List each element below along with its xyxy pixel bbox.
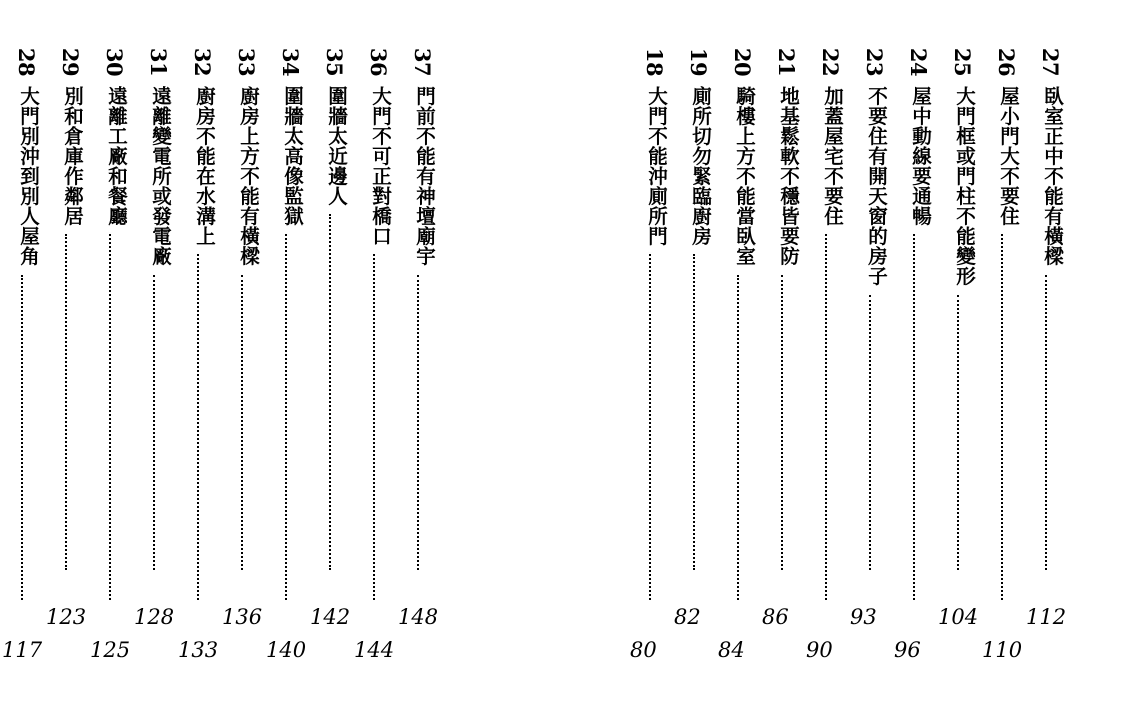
index-entry-title: 大門框或門柱不能變形 (953, 86, 976, 286)
index-entry-number: 19 (686, 47, 711, 77)
index-entry-page-number: 144 (354, 638, 395, 662)
leader-dots (1045, 275, 1047, 570)
index-entry-title: 加蓋屋宅不要住 (821, 86, 844, 226)
index-entry-page-number: 80 (630, 638, 657, 662)
leader-dots (65, 234, 67, 570)
leader-dots (373, 254, 375, 600)
leader-dots (153, 275, 155, 570)
leader-dots (737, 275, 739, 600)
index-entry-page-number: 117 (2, 638, 43, 662)
index-entry-page-number: 133 (178, 638, 219, 662)
index-entry-number: 33 (234, 47, 259, 77)
index-entry-page-number: 96 (894, 638, 921, 662)
index-entry[interactable] (94, 48, 128, 688)
index-entry-page-number: 84 (718, 638, 745, 662)
index-entry-title: 別和倉庫作鄰居 (61, 86, 84, 226)
leader-dots (693, 254, 695, 570)
leader-dots (329, 214, 331, 570)
index-entry-page-number: 128 (134, 605, 175, 629)
leader-dots (781, 275, 783, 570)
index-column-group-right (0, 0, 470, 717)
index-entry-title: 廁所切勿緊臨廚房 (689, 86, 712, 246)
leader-dots (241, 275, 243, 570)
index-entry[interactable] (986, 48, 1020, 688)
index-entry[interactable] (6, 48, 40, 688)
index-column-group-left (628, 0, 1098, 717)
index-entry[interactable] (182, 48, 216, 688)
index-entry[interactable] (50, 48, 84, 688)
index-entry-number: 24 (906, 47, 931, 77)
index-entry-number: 30 (102, 47, 127, 77)
index-entry-number: 36 (366, 47, 391, 77)
index-entry-title: 屋中動線要通暢 (909, 86, 932, 226)
index-entry-title: 不要住有開天窗的房子 (865, 86, 888, 286)
leader-dots (913, 234, 915, 600)
index-entry-page-number: 112 (1026, 605, 1067, 629)
index-entry[interactable] (942, 48, 976, 688)
index-entry-title: 大門不可正對橋口 (369, 86, 392, 246)
index-entry-number: 32 (190, 47, 215, 77)
index-entry-number: 28 (14, 47, 39, 77)
index-entry[interactable] (358, 48, 392, 688)
index-entry-number: 23 (862, 47, 887, 77)
index-entry-title: 地基鬆軟不穩皆要防 (777, 86, 800, 266)
index-entry-number: 34 (278, 47, 303, 77)
index-entry[interactable] (766, 48, 800, 688)
index-entry-number: 37 (410, 47, 435, 77)
leader-dots (109, 234, 111, 600)
index-entry-title: 廚房不能在水溝上 (193, 86, 216, 246)
index-entry-page-number: 148 (398, 605, 439, 629)
index-entry-number: 26 (994, 47, 1019, 77)
leader-dots (197, 254, 199, 600)
leader-dots (825, 234, 827, 600)
leader-dots (417, 275, 419, 570)
index-entry[interactable] (898, 48, 932, 688)
index-entry[interactable] (1030, 48, 1064, 688)
index-entry-page-number: 86 (762, 605, 789, 629)
index-entry-number: 20 (730, 47, 755, 77)
index-entry-page-number: 140 (266, 638, 307, 662)
index-entry-page-number: 104 (938, 605, 979, 629)
index-entry-title: 大門不能沖廁所門 (645, 86, 668, 246)
index-entry-page-number: 136 (222, 605, 263, 629)
index-entry-number: 27 (1038, 47, 1063, 77)
leader-dots (21, 275, 23, 600)
index-entry[interactable] (810, 48, 844, 688)
index-entry-page-number: 93 (850, 605, 877, 629)
index-entry-number: 29 (58, 47, 83, 77)
index-entry-title: 遠離變電所或發電廠 (149, 86, 172, 266)
index-entry[interactable] (722, 48, 756, 688)
index-entry-title: 遠離工廠和餐廳 (105, 86, 128, 226)
index-entry[interactable] (634, 48, 668, 688)
index-entry-number: 35 (322, 47, 347, 77)
index-entry-title: 門前不能有神壇廟宇 (413, 86, 436, 266)
index-entry-number: 18 (642, 47, 667, 77)
index-entry-page-number: 142 (310, 605, 351, 629)
index-entry-title: 大門別沖到別人屋角 (17, 86, 40, 266)
index-entry-title: 廚房上方不能有橫樑 (237, 86, 260, 266)
index-entry[interactable] (314, 48, 348, 688)
index-entry[interactable] (678, 48, 712, 688)
index-entry[interactable] (226, 48, 260, 688)
leader-dots (649, 254, 651, 600)
index-entry-title: 圍牆太近邊人 (325, 86, 348, 206)
index-entry[interactable] (270, 48, 304, 688)
index-entry-number: 25 (950, 47, 975, 77)
index-entry-title: 臥室正中不能有橫樑 (1041, 86, 1064, 266)
index-entry-page-number: 82 (674, 605, 701, 629)
index-entry-page-number: 123 (46, 605, 87, 629)
index-entry-number: 31 (146, 47, 171, 77)
index-entry[interactable] (402, 48, 436, 688)
index-entry-title: 圍牆太高像監獄 (281, 86, 304, 226)
leader-dots (285, 234, 287, 600)
index-entry-title: 屋小門大不要住 (997, 86, 1020, 226)
leader-dots (1001, 234, 1003, 600)
index-entry[interactable] (854, 48, 888, 688)
index-entry-page-number: 90 (806, 638, 833, 662)
index-entry-number: 21 (774, 47, 799, 77)
index-entry-number: 22 (818, 47, 843, 77)
index-entry[interactable] (138, 48, 172, 688)
leader-dots (957, 295, 959, 570)
index-entry-page-number: 125 (90, 638, 131, 662)
index-entry-title: 騎樓上方不能當臥室 (733, 86, 756, 266)
index-entry-page-number: 110 (982, 638, 1023, 662)
leader-dots (869, 295, 871, 570)
